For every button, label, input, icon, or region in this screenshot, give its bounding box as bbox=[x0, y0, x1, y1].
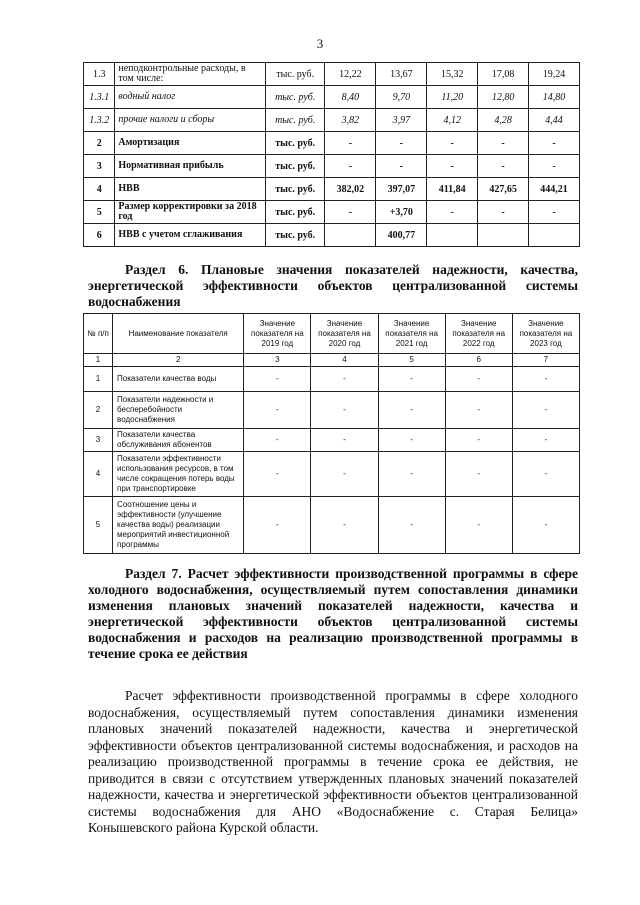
column-header: № п/п bbox=[84, 314, 113, 354]
column-header: Значение показателя на 2023 год bbox=[512, 314, 579, 354]
row-value: - bbox=[376, 132, 427, 155]
indicator-value: - bbox=[244, 452, 311, 497]
table-row bbox=[84, 63, 580, 86]
indicator-value: - bbox=[311, 497, 378, 554]
indicator-value: - bbox=[445, 367, 512, 392]
row-name: Амортизация bbox=[115, 132, 266, 155]
indicator-name: Показатели качества обслуживания абонентов bbox=[113, 429, 244, 452]
column-number: 5 bbox=[378, 354, 445, 367]
row-value: 14,80 bbox=[529, 86, 580, 109]
indicator-value: - bbox=[512, 429, 579, 452]
row-value: 15,32 bbox=[427, 63, 478, 86]
row-value: - bbox=[427, 132, 478, 155]
row-unit: тыс. руб. bbox=[265, 132, 325, 155]
row-value bbox=[529, 224, 580, 247]
row-number: 5 bbox=[84, 201, 115, 224]
indicator-value: - bbox=[512, 452, 579, 497]
indicator-value: - bbox=[244, 497, 311, 554]
row-value: 427,65 bbox=[478, 178, 529, 201]
row-value: 12,22 bbox=[325, 63, 376, 86]
row-value bbox=[427, 224, 478, 247]
row-value: - bbox=[325, 132, 376, 155]
column-number: 2 bbox=[113, 354, 244, 367]
indicator-value: - bbox=[311, 429, 378, 452]
table-row bbox=[84, 392, 580, 429]
row-value: 400,77 bbox=[376, 224, 427, 247]
row-value: - bbox=[376, 155, 427, 178]
row-value: - bbox=[478, 201, 529, 224]
row-value: - bbox=[325, 155, 376, 178]
row-unit: тыс. руб. bbox=[265, 86, 325, 109]
row-number: 1.3 bbox=[84, 63, 115, 86]
row-number: 5 bbox=[84, 497, 113, 554]
column-number: 6 bbox=[445, 354, 512, 367]
indicator-name: Показатели надежности и бесперебойности водоснабжения bbox=[113, 392, 244, 429]
indicator-value: - bbox=[512, 367, 579, 392]
indicator-value: - bbox=[378, 392, 445, 429]
expenses-table bbox=[83, 62, 580, 247]
row-number: 1.3.2 bbox=[84, 109, 115, 132]
row-name: неподконтрольные расходы, в том числе: bbox=[115, 63, 266, 86]
row-name: прочие налоги и сборы bbox=[115, 109, 266, 132]
table-row bbox=[84, 452, 580, 497]
row-value bbox=[478, 224, 529, 247]
table-row bbox=[84, 429, 580, 452]
row-unit: тыс. руб. bbox=[265, 178, 325, 201]
indicator-value: - bbox=[512, 392, 579, 429]
row-value: - bbox=[529, 132, 580, 155]
row-value: - bbox=[325, 201, 376, 224]
row-number: 4 bbox=[84, 178, 115, 201]
page-number: 3 bbox=[316, 36, 324, 51]
indicator-value: - bbox=[445, 429, 512, 452]
column-number: 1 bbox=[84, 354, 113, 367]
column-header: Значение показателя на 2021 год bbox=[378, 314, 445, 354]
row-number: 4 bbox=[84, 452, 113, 497]
column-number: 3 bbox=[244, 354, 311, 367]
indicator-value: - bbox=[311, 392, 378, 429]
row-value: - bbox=[427, 201, 478, 224]
indicator-value: - bbox=[378, 367, 445, 392]
table-row bbox=[84, 132, 580, 155]
row-value bbox=[325, 224, 376, 247]
indicator-value: - bbox=[311, 452, 378, 497]
column-header: Значение показателя на 2019 год bbox=[244, 314, 311, 354]
row-value: 19,24 bbox=[529, 63, 580, 86]
row-name: НВВ bbox=[115, 178, 266, 201]
row-value: 3,97 bbox=[376, 109, 427, 132]
table-row bbox=[84, 201, 580, 224]
indicator-name: Показатели качества воды bbox=[113, 367, 244, 392]
row-value: 12,80 bbox=[478, 86, 529, 109]
table-row bbox=[84, 155, 580, 178]
row-value: 17,08 bbox=[478, 63, 529, 86]
indicator-value: - bbox=[378, 452, 445, 497]
row-number: 1 bbox=[84, 367, 113, 392]
row-number: 1.3.1 bbox=[84, 86, 115, 109]
row-value: 8,40 bbox=[325, 86, 376, 109]
column-header: Наименование показателя bbox=[113, 314, 244, 354]
column-header: Значение показателя на 2020 год bbox=[311, 314, 378, 354]
row-name: Размер корректировки за 2018 год bbox=[115, 201, 266, 224]
row-number: 3 bbox=[84, 155, 115, 178]
indicator-value: - bbox=[244, 429, 311, 452]
row-number: 2 bbox=[84, 132, 115, 155]
row-value: 4,44 bbox=[529, 109, 580, 132]
table-row bbox=[84, 178, 580, 201]
row-value: 397,07 bbox=[376, 178, 427, 201]
table-row bbox=[84, 109, 580, 132]
indicator-value: - bbox=[244, 367, 311, 392]
row-value: - bbox=[529, 201, 580, 224]
column-header: Значение показателя на 2022 год bbox=[445, 314, 512, 354]
row-value: 411,84 bbox=[427, 178, 478, 201]
row-value: 444,21 bbox=[529, 178, 580, 201]
row-name: Нормативная прибыль bbox=[115, 155, 266, 178]
row-value: - bbox=[529, 155, 580, 178]
table-row bbox=[84, 86, 580, 109]
row-value: 3,82 bbox=[325, 109, 376, 132]
section-7-heading: Раздел 7. Расчет эффективности производственной программы в сфере холодного водоснабжения, осуществляемый путем сопоставления динамики изменения плановых значений показателей надежности, качества и энергетической эффективности объектов централизованной системы водоснабжения и расходов на реализацию производственной программы в течение срока ее действия bbox=[88, 566, 578, 661]
indicator-value: - bbox=[244, 392, 311, 429]
row-value: 9,70 bbox=[376, 86, 427, 109]
indicator-value: - bbox=[445, 452, 512, 497]
row-unit: тыс. руб. bbox=[265, 63, 325, 86]
row-unit: тыс. руб. bbox=[265, 155, 325, 178]
row-number: 3 bbox=[84, 429, 113, 452]
indicator-value: - bbox=[378, 429, 445, 452]
column-number: 4 bbox=[311, 354, 378, 367]
table-row bbox=[84, 367, 580, 392]
indicator-name: Соотношение цены и эффективности (улучшение качества воды) реализации мероприятий инвестиционной программы bbox=[113, 497, 244, 554]
row-value: 4,28 bbox=[478, 109, 529, 132]
indicator-value: - bbox=[311, 367, 378, 392]
indicator-value: - bbox=[445, 392, 512, 429]
row-value: 382,02 bbox=[325, 178, 376, 201]
section-6-heading: Раздел 6. Плановые значения показателей надежности, качества, энергетической эффективности объектов централизованной системы водоснабжения bbox=[88, 262, 578, 309]
row-value: 4,12 bbox=[427, 109, 478, 132]
table-header-row bbox=[84, 314, 580, 354]
row-value: 13,67 bbox=[376, 63, 427, 86]
row-value: +3,70 bbox=[376, 201, 427, 224]
row-unit: тыс. руб. bbox=[265, 201, 325, 224]
row-value: - bbox=[478, 155, 529, 178]
row-number: 2 bbox=[84, 392, 113, 429]
row-number: 6 bbox=[84, 224, 115, 247]
row-unit: тыс. руб. bbox=[265, 224, 325, 247]
row-value: - bbox=[427, 155, 478, 178]
indicator-name: Показатели эффективности использования ресурсов, в том числе сокращения потерь воды при транспортировке bbox=[113, 452, 244, 497]
table-row bbox=[84, 497, 580, 554]
table-row bbox=[84, 224, 580, 247]
indicator-value: - bbox=[445, 497, 512, 554]
indicator-value: - bbox=[512, 497, 579, 554]
row-name: водный налог bbox=[115, 86, 266, 109]
row-value: 11,20 bbox=[427, 86, 478, 109]
indicator-value: - bbox=[378, 497, 445, 554]
column-number: 7 bbox=[512, 354, 579, 367]
row-name: НВВ с учетом сглаживания bbox=[115, 224, 266, 247]
row-unit: тыс. руб. bbox=[265, 109, 325, 132]
section-7-paragraph: Расчет эффективности производственной программы в сфере холодного водоснабжения, осуществляемый путем сопоставления динамики изменения плановых значений показателей надежности, качества и энергетической эффективности объектов централизованной системы водоснабжения, и расходов на реализацию производственной программы в течение срока ее действия, не приводится в связи с отсутствием утвержденных плановых значений показателей надежности, качества и энергетической эффективности объектов централизованной системы водоснабжения для АНО «Водоснабжение с. Старая Белица» Конышевского района Курской области. bbox=[88, 688, 578, 835]
indicators-table bbox=[83, 313, 580, 554]
column-number-row bbox=[84, 354, 580, 367]
row-value: - bbox=[478, 132, 529, 155]
